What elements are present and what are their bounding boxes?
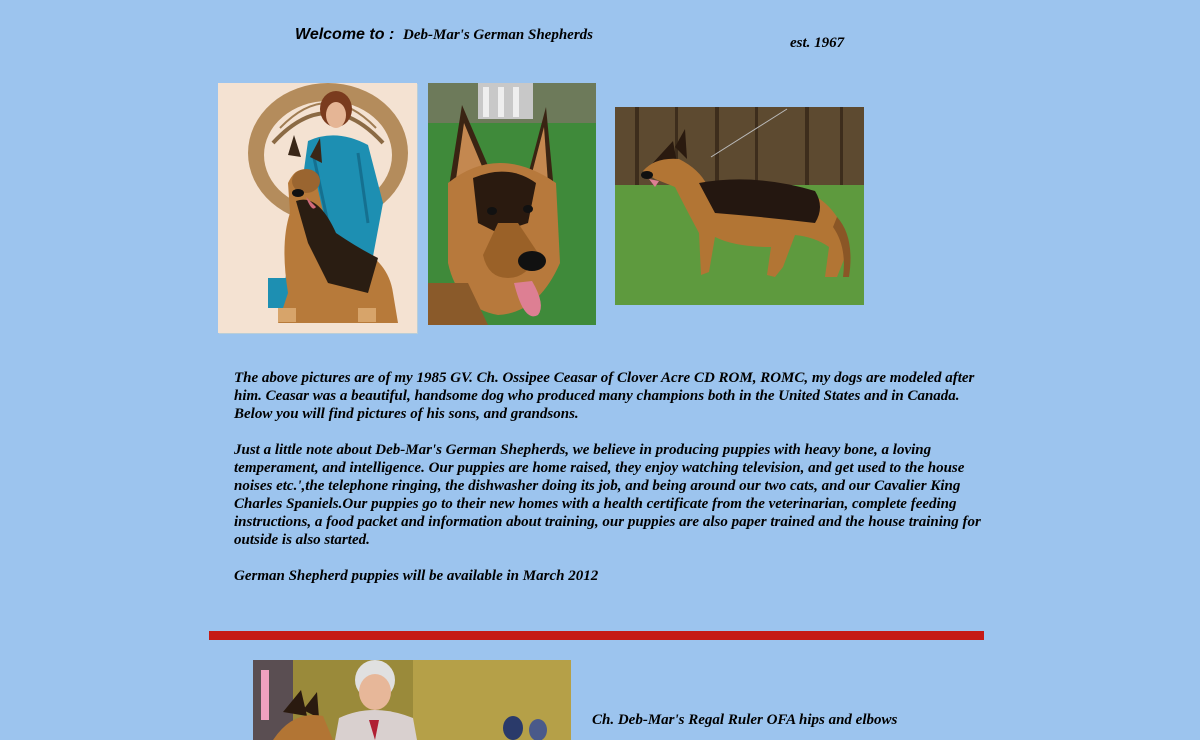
puppy-availability: German Shepherd puppies will be available in March 2012 bbox=[234, 568, 599, 584]
woman-seated-with-shepherd-photo bbox=[218, 83, 417, 333]
intro-paragraph-ceasar: The above pictures are of my 1985 GV. Ch. Ossipee Ceasar of Clover Acre CD ROM, ROMC, my dogs are modeled after him. Ceasar was a beautiful, handsome dog who produced many champions both in the United States and in Canada. Below you will find pictures of his sons, and grandsons. bbox=[234, 370, 975, 422]
section-divider bbox=[209, 631, 984, 640]
established-year: est. 1967 bbox=[790, 35, 845, 51]
kennel-name: Deb-Mar's German Shepherds bbox=[403, 27, 594, 43]
intro-paragraph-about: Just a little note about Deb-Mar's German Shepherds, we believe in producing puppies with heavy bone, a loving temperament, and intelligence. Our puppies are home raised, they enjoy watching television, and get used to the house noises etc.',the telephone ringing, the dishwasher doing its job, and being around our two cats, and our Cavalier King Charles Spaniels.Our puppies go to their new homes with a health certificate from the veterinarian, complete feeding instructions, a food packet and information about training, our puppies are also paper trained and the house training for outside is also started. bbox=[234, 442, 981, 548]
show-win-photo bbox=[253, 660, 571, 740]
featured-dog-caption: Ch. Deb-Mar's Regal Ruler OFA hips and elbows bbox=[592, 712, 898, 728]
welcome-label: Welcome to : bbox=[295, 26, 395, 43]
shepherd-head-portrait-photo bbox=[428, 83, 596, 325]
intro-text bbox=[234, 369, 994, 603]
shepherd-standing-stack-photo bbox=[615, 107, 864, 305]
